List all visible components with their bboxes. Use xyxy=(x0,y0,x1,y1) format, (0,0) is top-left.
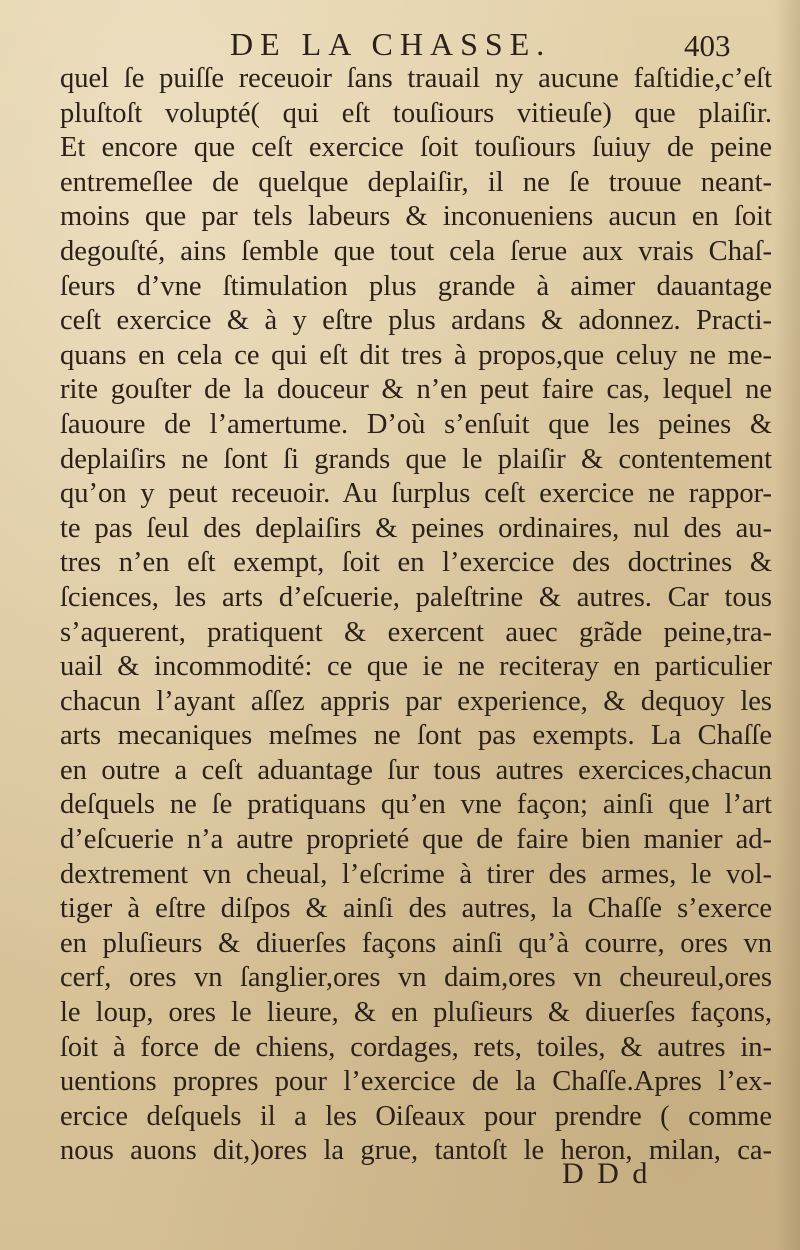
text-line: deplaiſirs ne ſont ſi grands que le plaiſir & contentement xyxy=(60,443,772,475)
text-line: ſoit à force de chiens, cordages, rets, toiles, & autres in- xyxy=(60,1031,772,1063)
text-line: ercice deſquels il a les Oiſeaux pour prendre ( comme xyxy=(60,1100,772,1132)
text-line: le loup, ores le lieure, & en pluſieurs & diuerſes façons, xyxy=(60,997,772,1029)
text-line: arts mecaniques meſmes ne ſont pas exempts. La Chaſſe xyxy=(60,720,772,752)
text-line: te pas ſeul des deplaiſirs & peines ordinaires, nul des au- xyxy=(60,512,772,544)
text-line: Et encore que ceſt exercice ſoit touſiours ſuiuy de peine xyxy=(60,132,772,164)
text-line: qu’on y peut receuoir. Au ſurplus ceſt exercice ne rappor- xyxy=(60,478,772,510)
text-line: ſauoure de l’amertume. D’où s’enſuit que les peines & xyxy=(60,408,772,440)
text-line: rite gouſter de la douceur & n’en peut faire cas, lequel ne xyxy=(60,374,772,406)
text-line: deſquels ne ſe pratiquans qu’en vne façon; ainſi que l’art xyxy=(60,789,772,821)
text-line: tiger à eſtre diſpos & ainſi des autres, la Chaſſe s’exerce xyxy=(60,893,772,925)
text-line: d’eſcuerie n’a autre proprieté que de faire bien manier ad- xyxy=(60,824,772,856)
page-edge-shadow xyxy=(774,0,800,1250)
text-line: tres n’en eſt exempt, ſoit en l’exercice des doctrines & xyxy=(60,547,772,579)
text-line: quel ſe puiſſe receuoir ſans trauail ny aucune faſtidie,c’eſt xyxy=(60,63,772,94)
page-number: 403 xyxy=(684,28,731,63)
text-line: en pluſieurs & diuerſes façons ainſi qu’à courre, ores vn xyxy=(60,927,772,959)
text-line: en outre a ceſt aduantage ſur tous autres exercices,chacun xyxy=(60,754,772,786)
text-line: ceſt exercice & à y eſtre plus ardans & adonnez. Practi- xyxy=(60,305,772,337)
text-line: s’aquerent, pratiquent & exercent auec grãde peine,tra- xyxy=(60,616,772,648)
text-line: uentions propres pour l’exercice de la Chaſſe.Apres l’ex- xyxy=(60,1066,772,1098)
text-line: ſciences, les arts d’eſcuerie, paleſtrine & autres. Car tous xyxy=(60,581,772,613)
text-line: quans en cela ce qui eſt dit tres à propos,que celuy ne me- xyxy=(60,339,772,371)
text-line: pluſtoſt volupté( qui eſt touſiours vitieuſe) que plaiſir. xyxy=(60,97,772,129)
text-line: degouſté, ains ſemble que tout cela ſerue aux vrais Chaſ- xyxy=(60,235,772,267)
text-line: ſeurs d’vne ſtimulation plus grande à aimer dauantage xyxy=(60,270,772,302)
text-line: moins que par tels labeurs & inconueniens aucun en ſoit xyxy=(60,201,772,233)
text-line: uail & incommodité: ce que ie ne reciteray en particulier xyxy=(60,651,772,683)
text-line: chacun l’ayant aſſez appris par experience, & dequoy les xyxy=(60,685,772,717)
text-line: entremeſlee de quelque deplaiſir, il ne ſe trouue neant- xyxy=(60,166,772,198)
body-text xyxy=(60,62,772,1169)
text-line: cerf, ores vn ſanglier,ores vn daim,ores vn cheureul,ores xyxy=(60,962,772,994)
catchword-signature: D D d xyxy=(562,1157,651,1190)
running-head: DE LA CHASSE. xyxy=(230,26,552,62)
text-line: nous auons dit,)ores la grue, tantoſt le heron, milan, ca- xyxy=(60,1135,772,1167)
text-line: dextrement vn cheual, l’eſcrime à tirer des armes, le vol- xyxy=(60,858,772,890)
